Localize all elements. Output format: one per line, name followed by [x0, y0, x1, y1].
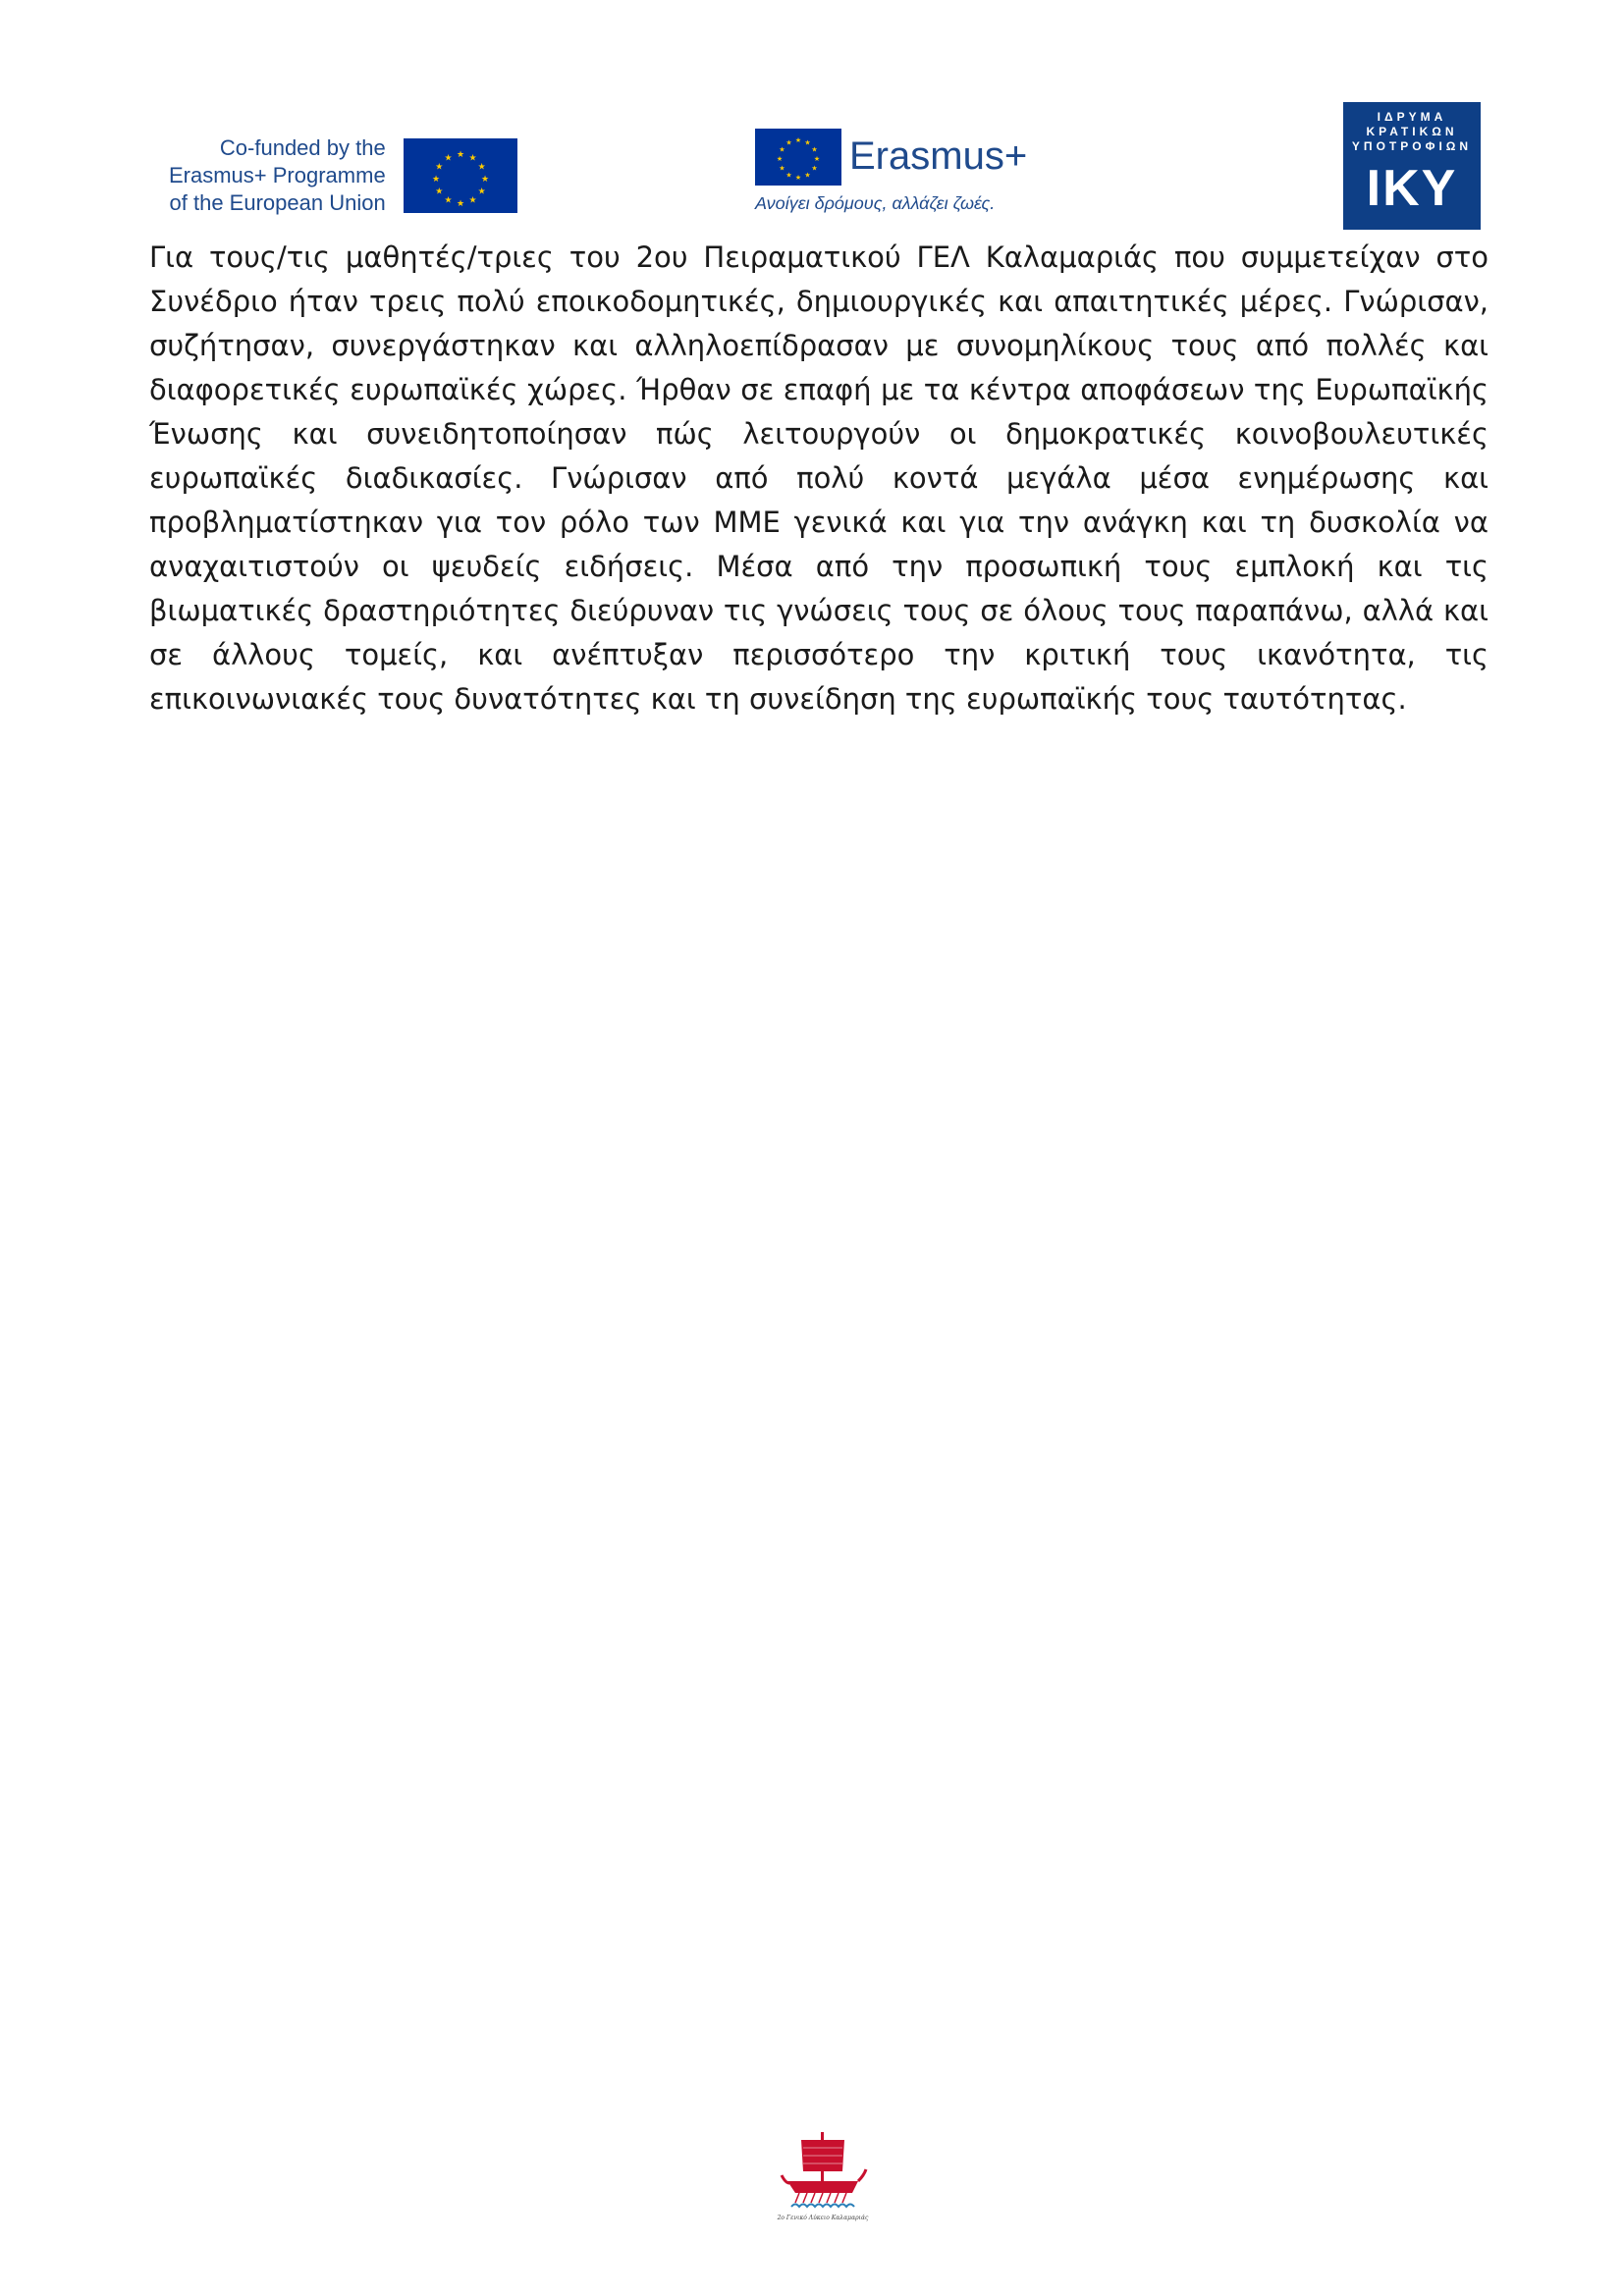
- svg-text:★: ★: [431, 175, 440, 185]
- svg-text:★: ★: [794, 174, 802, 182]
- svg-text:★: ★: [468, 195, 477, 206]
- ship-caption: 2ο Γενικό Λύκειο Καλαμαριάς: [777, 2215, 869, 2221]
- svg-text:★: ★: [477, 162, 486, 173]
- svg-text:★: ★: [811, 164, 818, 173]
- erasmus-logo: [755, 129, 1030, 223]
- iky-line: ΥΠΟΤΡΟΦΙΩΝ: [1351, 139, 1473, 153]
- ship-logo-icon: [774, 2128, 872, 2226]
- ship-drawing: [774, 2128, 872, 2216]
- svg-text:★: ★: [785, 138, 792, 147]
- cofunded-line: of the European Union: [169, 190, 386, 215]
- eu-stars: [755, 129, 841, 186]
- iky-line: ΙΔΡΥΜΑ: [1377, 110, 1447, 124]
- svg-text:★: ★: [444, 195, 453, 206]
- eu-flag-icon: [404, 138, 517, 213]
- svg-text:★: ★: [456, 199, 464, 209]
- svg-text:★: ★: [794, 136, 802, 144]
- cofunded-text: [169, 134, 386, 217]
- cofunded-line: Co-funded by the: [219, 135, 386, 160]
- erasmus-tagline: Ανοίγει δρόμους, αλλάζει ζωές.: [755, 193, 996, 213]
- svg-text:★: ★: [480, 175, 489, 185]
- svg-text:★: ★: [456, 150, 464, 160]
- svg-text:★: ★: [434, 187, 444, 197]
- svg-text:★: ★: [468, 153, 477, 164]
- iky-line: ΚΡΑΤΙΚΩΝ: [1366, 125, 1458, 138]
- svg-text:★: ★: [776, 155, 784, 163]
- erasmus-wordmark: Erasmus+: [849, 134, 1028, 178]
- iky-logo: [1343, 102, 1481, 230]
- svg-text:★: ★: [434, 162, 444, 173]
- cofunded-logo: [169, 133, 517, 218]
- svg-text:★: ★: [813, 155, 821, 163]
- svg-text:★: ★: [804, 171, 811, 180]
- svg-text:★: ★: [811, 145, 818, 154]
- svg-text:★: ★: [779, 164, 785, 173]
- eu-stars: [404, 138, 517, 213]
- svg-text:★: ★: [804, 138, 811, 147]
- svg-text:★: ★: [785, 171, 792, 180]
- cofunded-line: Erasmus+ Programme: [169, 163, 386, 187]
- svg-text:★: ★: [477, 187, 486, 197]
- iky-acronym: ΙΚΥ: [1366, 160, 1458, 217]
- svg-text:★: ★: [779, 145, 785, 154]
- eu-flag-icon: [755, 129, 841, 186]
- svg-text:★: ★: [444, 153, 453, 164]
- body-paragraph: Για τους/τις μαθητές/τριες του 2ου Πειραματικού ΓΕΛ Καλαμαριάς που συμμετείχαν στο Συνέδριο ήταν τρεις πολύ εποικοδομητικές, δημιουργικές και απαιτητικές μέρες. Γνώρισαν, συζήτησαν, συνεργάστηκαν και αλληλοεπίδρασαν με συνομηλίκους τους από πολλές και διαφορετικές ευρωπαϊκές χώρες. Ήρθαν σε επαφή με τα κέντρα αποφάσεων της Ευρωπαϊκής Ένωσης και συνειδητοποίησαν πώς λειτουργούν οι δημοκρατικές κοινοβουλευτικές ευρωπαϊκές διαδικασίες. Γνώρισαν από πολύ κοντά μεγάλα μέσα ενημέρωσης και προβληματίστηκαν για τον ρόλο των ΜΜΕ γενικά και για την ανάγκη και τη δυσκολία να αναχαιτιστούν οι ψευδείς ειδήσεις. Μέσα από την προσωπική τους εμπλοκή και τις βιωματικές δραστηριότητες διεύρυναν τις γνώσεις τους σε όλους τους παραπάνω, αλλά και σε άλλους τομείς, και ανέπτυξαν περισσότερο την κριτική τους ικανότητα, τις επικοινωνιακές τους δυνατότητες και τη συνείδηση της ευρωπαϊκής τους ταυτότητας.: [149, 240, 1489, 716]
